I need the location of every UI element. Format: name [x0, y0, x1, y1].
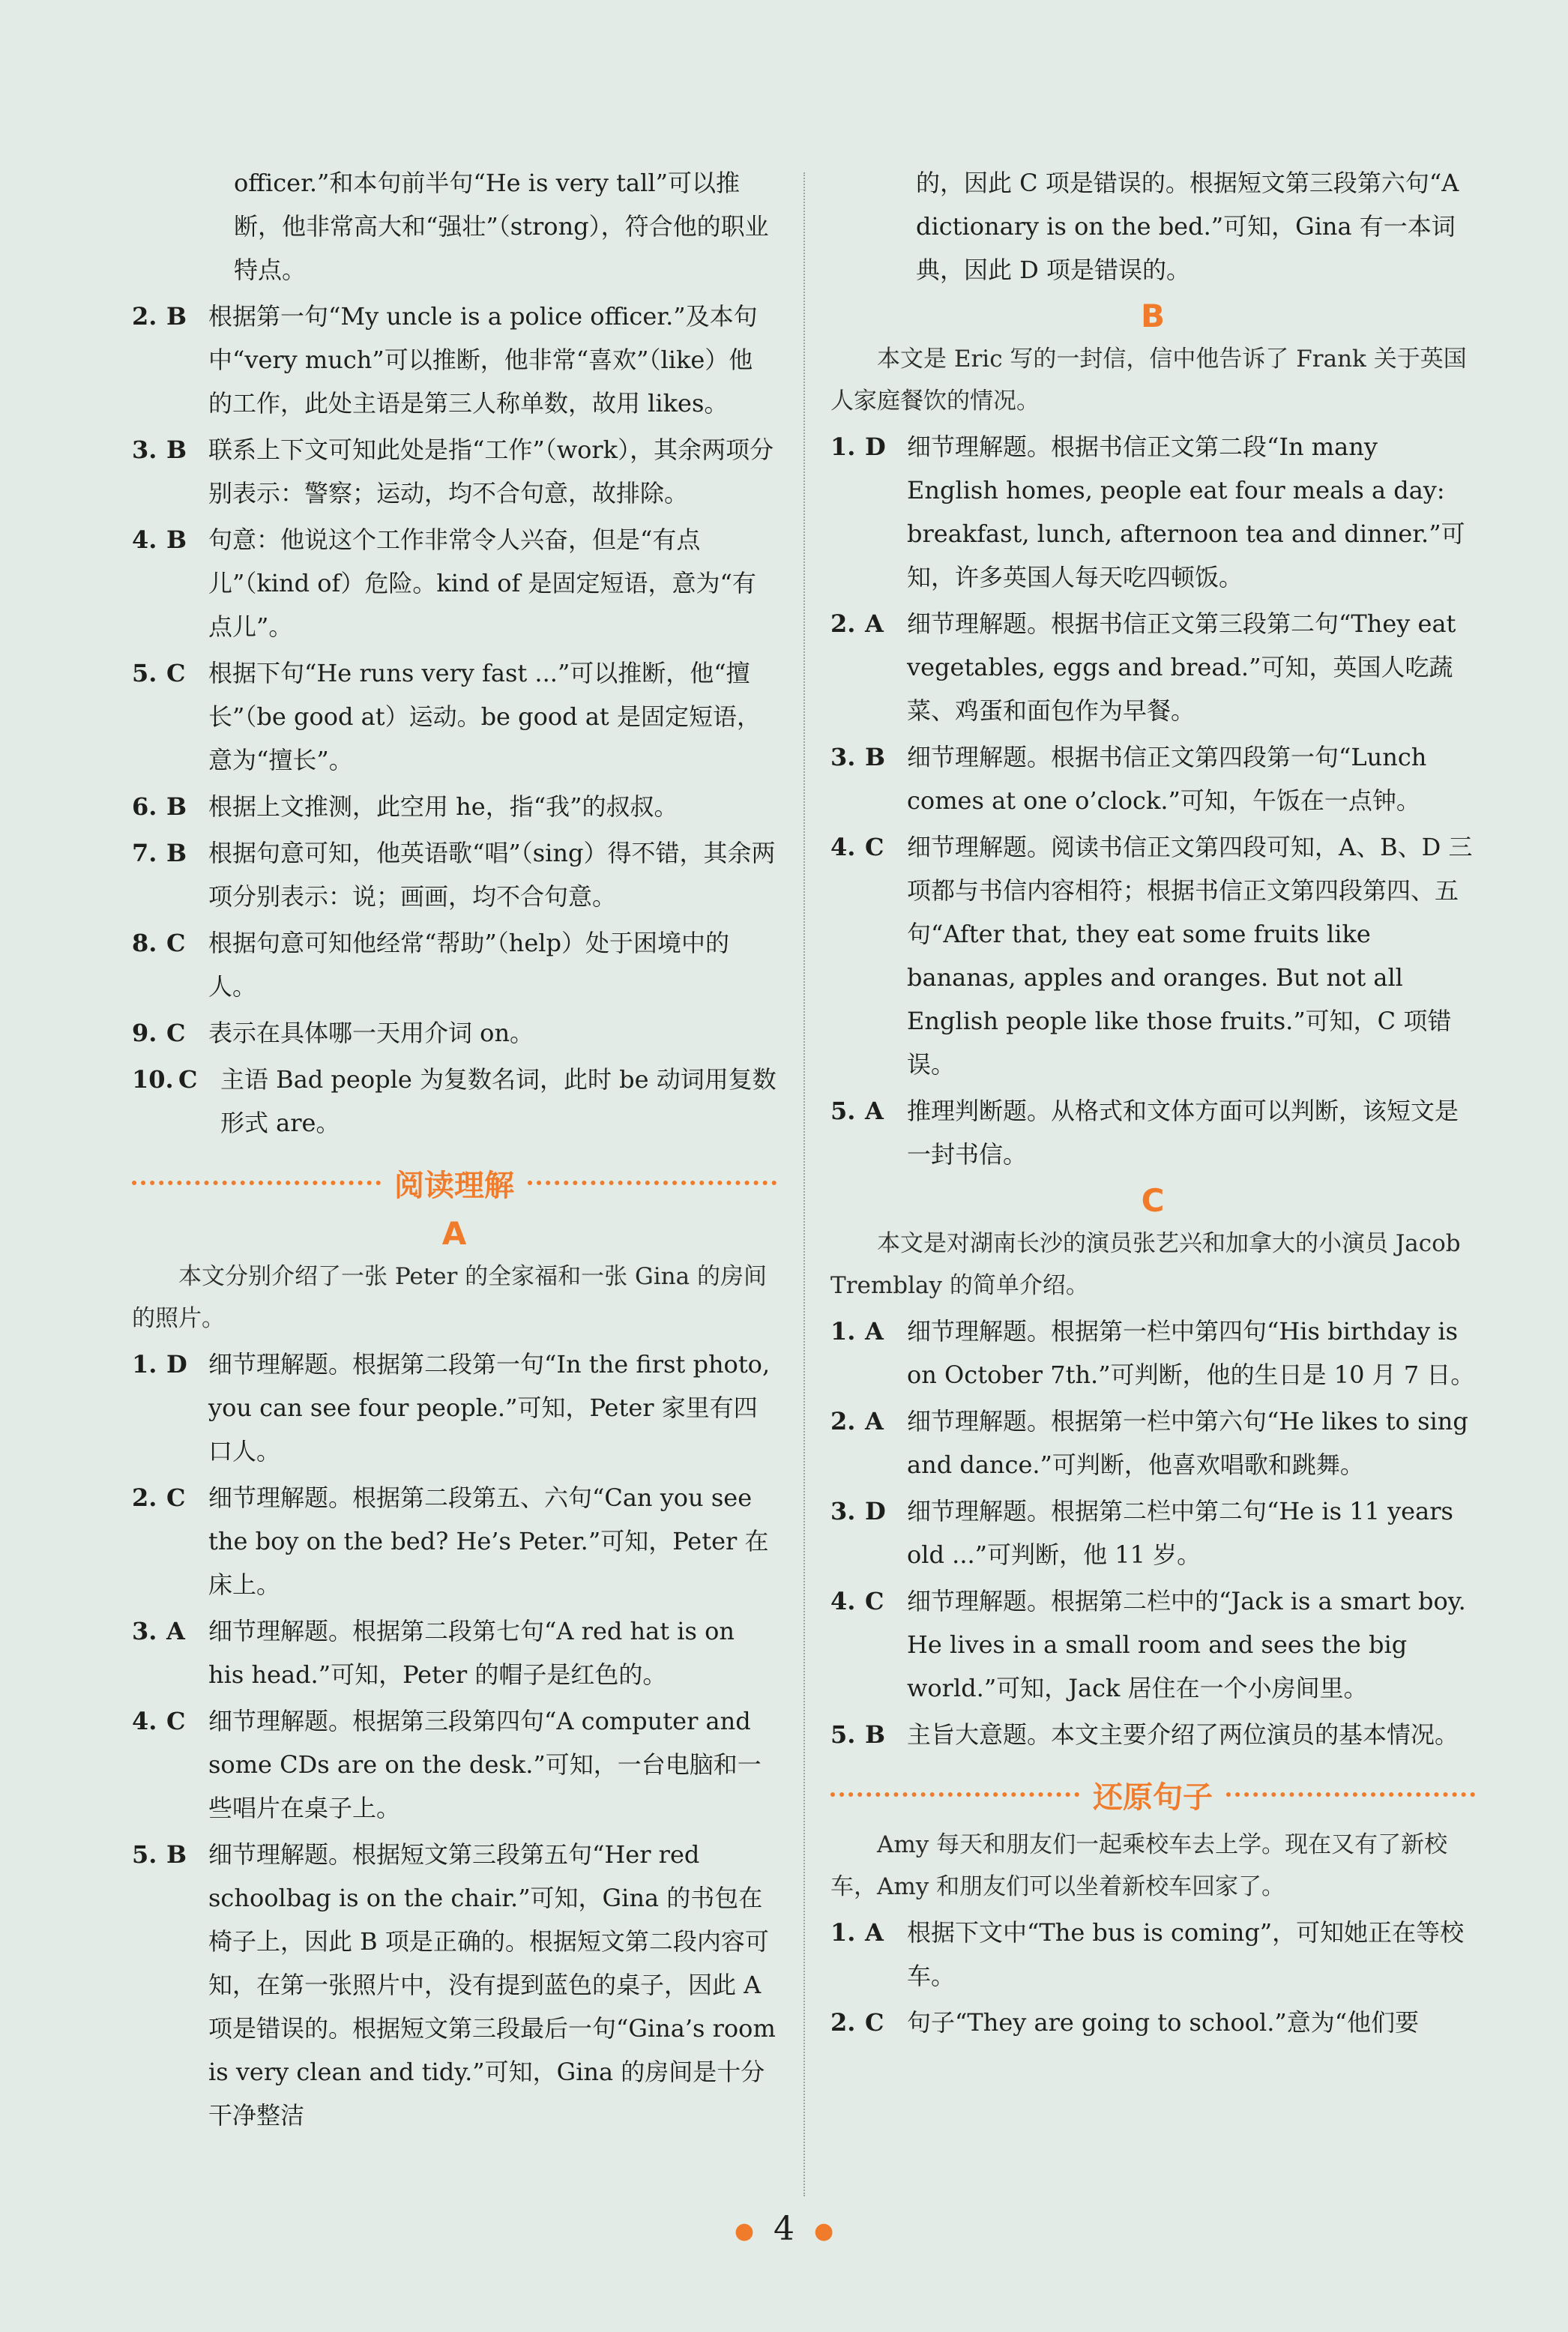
part-b-intro: 本文是 Eric 写的一封信，信中他告诉了 Frank 关于英国人家庭餐饮的情况。 [830, 346, 1467, 415]
question-number: 4. [132, 1707, 157, 1735]
answer-letter: D [865, 1497, 886, 1525]
answer-item [830, 1089, 1475, 1176]
decorative-dot-icon: ● [814, 2218, 834, 2244]
answer-explanation: 细节理解题。根据书信正文第二段“In many English homes, people eat four meals a day: breakfast, lunch, afternoon tea and dinner.”可知，许多英国人每天吃四顿饭。 [907, 433, 1465, 591]
answer-item [132, 1833, 777, 2137]
answer-explanation: 句子“They are going to school.”意为“他们要 [907, 2008, 1420, 2037]
question-number: 1. [132, 1350, 157, 1379]
answer-item [132, 1476, 777, 1606]
question-number: 4. [830, 833, 856, 861]
right-column [830, 161, 1475, 2047]
answer-explanation: 根据句意可知他经常“帮助”（help）处于困境中的人。 [208, 929, 729, 1001]
answer-explanation: 细节理解题。根据第二段第一句“In the first photo, you can see four people.”可知，Peter 家里有四口人。 [208, 1350, 771, 1465]
part-c-answer-list [830, 1310, 1475, 1756]
part-c-intro: 本文是对湖南长沙的演员张艺兴和加拿大的小演员 Jacob Tremblay 的简单介绍。 [830, 1230, 1461, 1299]
answer-letter: C [166, 1483, 186, 1512]
continued-explanation: officer.”和本句前半句“He is very tall”可以推断，他非常高大和“强壮”（strong），符合他的职业特点。 [234, 169, 769, 284]
question-number: 10. [132, 1065, 174, 1094]
answer-letter: B [166, 436, 187, 464]
answer-letter: B [166, 302, 187, 331]
answer-letter: C [166, 929, 186, 957]
dotted-rule [528, 1181, 777, 1185]
answer-item [132, 295, 777, 425]
answer-letter: C [166, 1707, 186, 1735]
answer-explanation: 细节理解题。根据第一栏中第六句“He likes to sing and dance.”可判断，他喜欢唱歌和跳舞。 [907, 1407, 1468, 1479]
answer-item [132, 428, 777, 515]
answer-letter: B [865, 1720, 886, 1749]
answer-item [132, 1699, 777, 1830]
question-number: 2. [830, 1407, 856, 1435]
answer-explanation: 细节理解题。根据第二段第五、六句“Can you see the boy on the bed? He’s Peter.”可知，Peter 在床上。 [208, 1483, 769, 1599]
answer-item [132, 1609, 777, 1696]
answer-item [830, 425, 1475, 599]
question-number: 3. [830, 1497, 856, 1525]
question-number: 5. [830, 1097, 856, 1125]
answer-explanation: 细节理解题。根据第二栏中第二句“He is 11 years old ...”可判断，他 11 岁。 [907, 1497, 1453, 1569]
answer-item [830, 1579, 1475, 1710]
column-divider [803, 172, 805, 2196]
page-number [0, 2210, 1568, 2248]
question-number: 4. [830, 1587, 856, 1615]
answer-letter: C [865, 1587, 884, 1615]
answer-letter: A [166, 1617, 185, 1645]
question-number: 1. [830, 1918, 856, 1947]
answer-explanation: 细节理解题。根据书信正文第四段第一句“Lunch comes at one o’clock.”可知，午饭在一点钟。 [907, 743, 1427, 815]
answer-item [830, 1310, 1475, 1397]
answer-explanation: 细节理解题。根据第三段第四句“A computer and some CDs are on the desk.”可知，一台电脑和一些唱片在桌子上。 [208, 1707, 762, 1822]
part-a-intro: 本文分别介绍了一张 Peter 的全家福和一张 Gina 的房间的照片。 [132, 1263, 767, 1332]
answer-explanation: 根据第一句“My uncle is a police officer.”及本句中“very much”可以推断，他非常“喜欢”（like）他的工作，此处主语是第三人称单数，故用 likes。 [208, 302, 758, 418]
answer-item [830, 602, 1475, 732]
question-number: 5. [132, 1840, 157, 1869]
answer-explanation: 细节理解题。根据第二段第七句“A red hat is on his head.”可知，Peter 的帽子是红色的。 [208, 1617, 735, 1689]
answer-explanation: 根据句意可知，他英语歌“唱”（sing）得不错，其余两项分别表示：说；画画，均不合句意。 [208, 839, 776, 911]
answer-explanation: 根据上文推测，此空用 he，指“我”的叔叔。 [208, 792, 678, 821]
dotted-rule [830, 1792, 1079, 1797]
answer-letter: B [865, 743, 886, 771]
answer-explanation: 细节理解题。根据书信正文第三段第二句“They eat vegetables, eggs and bread.”可知，英国人吃蔬菜、鸡蛋和面包作为早餐。 [907, 609, 1456, 725]
answer-letter: D [166, 1350, 187, 1379]
answer-letter: A [865, 609, 884, 638]
question-number: 3. [132, 1617, 157, 1645]
grammar-answer-list [132, 295, 777, 1145]
answer-item [830, 1911, 1475, 1998]
question-number: 3. [830, 743, 856, 771]
question-number: 9. [132, 1019, 157, 1047]
restore-answer-list [830, 1911, 1475, 2044]
answer-item [830, 735, 1475, 822]
section-title-reading [132, 1158, 777, 1208]
restore-intro: Amy 每天和朋友们一起乘校车去上学。现在又有了新校车，Amy 和朋友们可以坐着新校车回家了。 [830, 1831, 1448, 1900]
answer-item [132, 1011, 777, 1055]
question-number: 3. [132, 436, 157, 464]
continued-explanation: 的，因此 C 项是错误的。根据短文第三段第六句“A dictionary is on the bed.”可知，Gina 有一本词典，因此 D 项是错误的。 [916, 169, 1459, 284]
answer-item [830, 825, 1475, 1086]
question-number: 5. [132, 659, 157, 687]
answer-letter: B [166, 839, 187, 867]
question-number: 1. [830, 1317, 856, 1346]
part-b-title: B [1140, 298, 1165, 334]
question-number: 2. [132, 302, 157, 331]
answer-letter: A [865, 1918, 884, 1947]
answer-letter: B [166, 525, 187, 554]
answer-explanation: 主语 Bad people 为复数名词，此时 be 动词用复数形式 are。 [220, 1065, 777, 1137]
answer-explanation: 细节理解题。阅读书信正文第四段可知，A、B、D 三项都与书信内容相符；根据书信正文第四段第四、五句“After that, they eat some fruits like bananas, apples and oranges. But not all English people like those fruits.”可知，C 项错误。 [907, 833, 1473, 1079]
answer-item [132, 651, 777, 782]
question-number: 2. [132, 1483, 157, 1512]
question-number: 5. [830, 1720, 856, 1749]
answer-explanation: 句意：他说这个工作非常令人兴奋，但是“有点儿”（kind of）危险。kind of 是固定短语，意为“有点儿”。 [208, 525, 756, 641]
answer-item [830, 1713, 1475, 1756]
question-number: 4. [132, 525, 157, 554]
answer-explanation: 细节理解题。根据第二栏中的“Jack is a smart boy. He lives in a small room and sees the big world.”可知，Jack 居住在一个小房间里。 [907, 1587, 1466, 1702]
answer-letter: A [865, 1097, 884, 1125]
question-number: 1. [830, 433, 856, 461]
answer-item [132, 518, 777, 648]
answer-item [132, 1058, 777, 1145]
answer-item [132, 1343, 777, 1473]
answer-item [132, 785, 777, 828]
answer-letter: C [178, 1065, 198, 1094]
question-number: 2. [830, 2008, 856, 2037]
answer-letter: C [865, 833, 884, 861]
answer-letter: A [865, 1317, 884, 1346]
answer-item [830, 1399, 1475, 1486]
answer-letter: C [166, 659, 186, 687]
answer-letter: D [865, 433, 886, 461]
answer-item [830, 2001, 1475, 2044]
answer-explanation: 表示在具体哪一天用介词 on。 [208, 1019, 534, 1047]
answer-explanation: 推理判断题。从格式和文体方面可以判断，该短文是一封书信。 [907, 1097, 1459, 1169]
part-a-title: A [441, 1215, 467, 1252]
part-b-answer-list [830, 425, 1475, 1176]
answer-explanation: 细节理解题。根据第一栏中第四句“His birthday is on October 7th.”可判断，他的生日是 10 月 7 日。 [907, 1317, 1475, 1389]
answer-letter: B [166, 1840, 187, 1869]
part-c-title: C [1141, 1182, 1165, 1219]
answer-explanation: 根据下句“He runs very fast ...”可以推断，他“擅长”（be good at）运动。be good at 是固定短语，意为“擅长”。 [208, 659, 761, 774]
decorative-dot-icon: ● [734, 2218, 754, 2244]
page-number-text: 4 [774, 2210, 794, 2248]
section-label: 还原句子 [1093, 1780, 1213, 1815]
answer-item [132, 921, 777, 1008]
answer-letter: A [865, 1407, 884, 1435]
question-number: 6. [132, 792, 157, 821]
dotted-rule [132, 1181, 381, 1185]
part-a-answer-list [132, 1343, 777, 2137]
answer-explanation: 细节理解题。根据短文第三段第五句“Her red schoolbag is on the chair.”可知，Gina 的书包在椅子上，因此 B 项是正确的。根据短文第二段内容可知，在第一张照片中，没有提到蓝色的桌子，因此 A 项是错误的。根据短文第三段最后一句“Gina’s room is very clean and tidy.”可知，Gina 的房间是十分干净整洁 [208, 1840, 776, 2130]
answer-explanation: 联系上下文可知此处是指“工作”（work），其余两项分别表示：警察；运动，均不合句意，故排除。 [208, 436, 774, 507]
section-title-restore [830, 1770, 1475, 1819]
question-number: 8. [132, 929, 157, 957]
answer-letter: C [865, 2008, 884, 2037]
question-number: 7. [132, 839, 157, 867]
answer-item [132, 831, 777, 918]
answer-letter: C [166, 1019, 186, 1047]
section-label: 阅读理解 [394, 1168, 514, 1203]
left-column [132, 161, 777, 2140]
question-number: 2. [830, 609, 856, 638]
answer-item [830, 1489, 1475, 1576]
dotted-rule [1226, 1792, 1475, 1797]
answer-explanation: 主旨大意题。本文主要介绍了两位演员的基本情况。 [907, 1720, 1459, 1749]
answer-explanation: 根据下文中“The bus is coming”，可知她正在等校车。 [907, 1918, 1465, 1990]
answer-letter: B [166, 792, 187, 821]
